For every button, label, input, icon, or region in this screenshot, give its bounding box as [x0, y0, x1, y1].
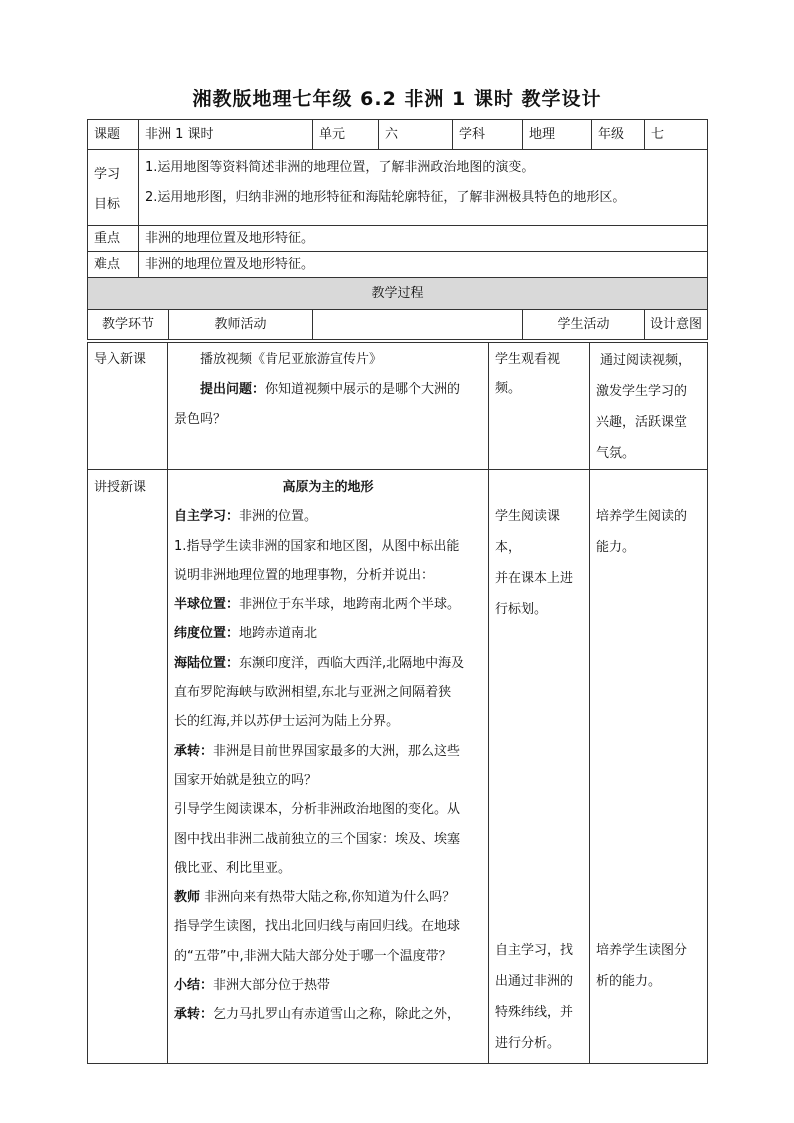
transition-line-1: 承转：非洲是目前世界国家最多的大洲，那么这些	[174, 743, 461, 759]
difficulty-label: 难点	[88, 252, 139, 278]
grade-label: 年级	[592, 120, 645, 150]
student-a-3: 行标划。	[495, 602, 548, 617]
teacher-question-line-2: 指导学生读图，找出北回归线与南回归线。在地球	[174, 919, 461, 935]
intent-a-2: 能力。	[596, 540, 636, 555]
subject-label: 学科	[453, 120, 523, 150]
guide2-line-3: 俄比亚、利比里亚。	[174, 860, 292, 876]
guide2-line-2: 图中找出非洲二战前独立的三个国家：埃及、埃塞	[174, 831, 461, 847]
student-b-3: 特殊纬线，并	[495, 1005, 574, 1020]
difficulty-value: 非洲的地理位置及地形特征。	[139, 252, 708, 278]
summary-line: 小结：非洲大部分位于热带	[174, 978, 331, 994]
new-lesson-row	[88, 470, 708, 1064]
student-a-2: 并在课本上进	[495, 571, 574, 586]
guide2-line-1: 引导学生阅读课本，分析非洲政治地图的变化。从	[174, 802, 461, 818]
goal-item-2: 2.运用地形图，归纳非洲的地形特征和海陆轮廓特征，了解非洲极具特色的地形区。	[145, 190, 626, 205]
goals-label-line1: 学习	[94, 166, 121, 182]
new-stage: 讲授新课	[88, 470, 168, 1064]
intro-stage: 导入新课	[88, 343, 168, 470]
hemisphere-line: 半球位置：非洲位于东半球，地跨南北两个半球。	[174, 597, 461, 613]
latitude-line: 纬度位置：地跨赤道南北	[174, 626, 318, 642]
goals-row	[88, 150, 708, 226]
info-row	[88, 120, 708, 150]
col-student: 学生活动	[523, 310, 645, 340]
goals-label-line2: 目标	[94, 196, 121, 212]
intro-intent-1: 通过阅读视频，	[600, 353, 692, 368]
key-point-value: 非洲的地理位置及地形特征。	[139, 226, 708, 252]
transition2-line: 承转：乞力马扎罗山有赤道雪山之称，除此之外，	[174, 1007, 461, 1023]
unit-label: 单元	[313, 120, 379, 150]
goals-label	[88, 150, 139, 226]
intro-intent-3: 兴趣，活跃课堂	[596, 415, 688, 430]
column-header-row	[88, 310, 708, 340]
lesson-plan-table	[87, 119, 708, 340]
new-intent	[590, 470, 708, 1064]
goals-content	[139, 150, 708, 226]
process-header-row	[88, 278, 708, 310]
sea-land-line-3: 长的红海,并以苏伊士运河为陆上分界。	[174, 714, 400, 730]
intro-teacher-line1: 播放视频《肯尼亚旅游宣传片》	[200, 352, 383, 367]
col-stage: 教学环节	[88, 310, 169, 339]
col-teacher: 教师活动	[214, 317, 267, 332]
intro-question-label: 提出问题：	[200, 382, 266, 397]
intent-b-2: 析的能力。	[596, 974, 662, 989]
new-teacher	[168, 470, 489, 1064]
subject-value: 地理	[523, 120, 592, 150]
key-point-label: 重点	[88, 226, 139, 252]
teacher-question-line-3: 的“五带”中,非洲大陆大部分处于哪一个温度带？	[174, 948, 452, 964]
intent-b-1: 培养学生读图分	[596, 943, 688, 958]
difficulty-row	[88, 252, 708, 278]
sea-land-line-1: 海陆位置：东濒印度洋，西临大西洋,北隔地中海及	[174, 655, 465, 671]
intro-intent	[590, 343, 708, 470]
grade-value: 七	[645, 120, 708, 150]
intro-teacher-line3: 景色吗？	[174, 412, 227, 427]
col-intent: 设计意图	[645, 310, 708, 340]
intro-intent-2: 激发学生学习的	[596, 384, 688, 399]
student-b-1: 自主学习，找	[495, 943, 574, 958]
intro-teacher-line2	[174, 375, 482, 405]
intro-teacher	[168, 343, 489, 470]
self-study-line: 自主学习：非洲的位置。	[174, 509, 318, 525]
student-b-2: 出通过非洲的	[495, 974, 574, 989]
process-header: 教学过程	[88, 278, 708, 310]
student-a-1: 学生阅读课本，	[495, 509, 561, 555]
key-point-row	[88, 226, 708, 252]
new-student	[489, 470, 590, 1064]
process-table	[87, 342, 708, 1064]
sea-land-line-2: 直布罗陀海峡与欧洲相望,东北与亚洲之间隔着狭	[174, 685, 452, 701]
guide-line-1: 1.指导学生读非洲的国家和地区图，从图中标出能	[174, 538, 460, 554]
intro-question-text: 你知道视频中展示的是哪个大洲的	[265, 382, 461, 397]
topic-label: 课题	[88, 120, 139, 150]
guide-line-2: 说明非洲地理位置的地理事物，分析并说出：	[174, 567, 435, 583]
column-header-split	[88, 310, 313, 340]
col-teacher-cont	[313, 310, 523, 340]
intro-row	[88, 343, 708, 470]
new-heading: 高原为主的地形	[282, 480, 374, 495]
goal-item-1: 1.运用地图等资料简述非洲的地理位置，了解非洲政治地图的演变。	[145, 160, 535, 175]
transition-line-2: 国家开始就是独立的吗？	[174, 772, 318, 788]
intro-student: 学生观看视频。	[489, 343, 590, 470]
student-b-4: 进行分析。	[495, 1036, 561, 1051]
topic-value: 非洲 1 课时	[139, 120, 313, 150]
document-title: 湘教版地理七年级 6.2 非洲 1 课时 教学设计	[192, 88, 602, 110]
intro-intent-4: 气氛。	[596, 446, 636, 461]
intent-a-1: 培养学生阅读的	[596, 509, 688, 524]
unit-value: 六	[379, 120, 453, 150]
teacher-question-line-1: 教师 非洲向来有热带大陆之称,你知道为什么吗？	[174, 890, 456, 906]
